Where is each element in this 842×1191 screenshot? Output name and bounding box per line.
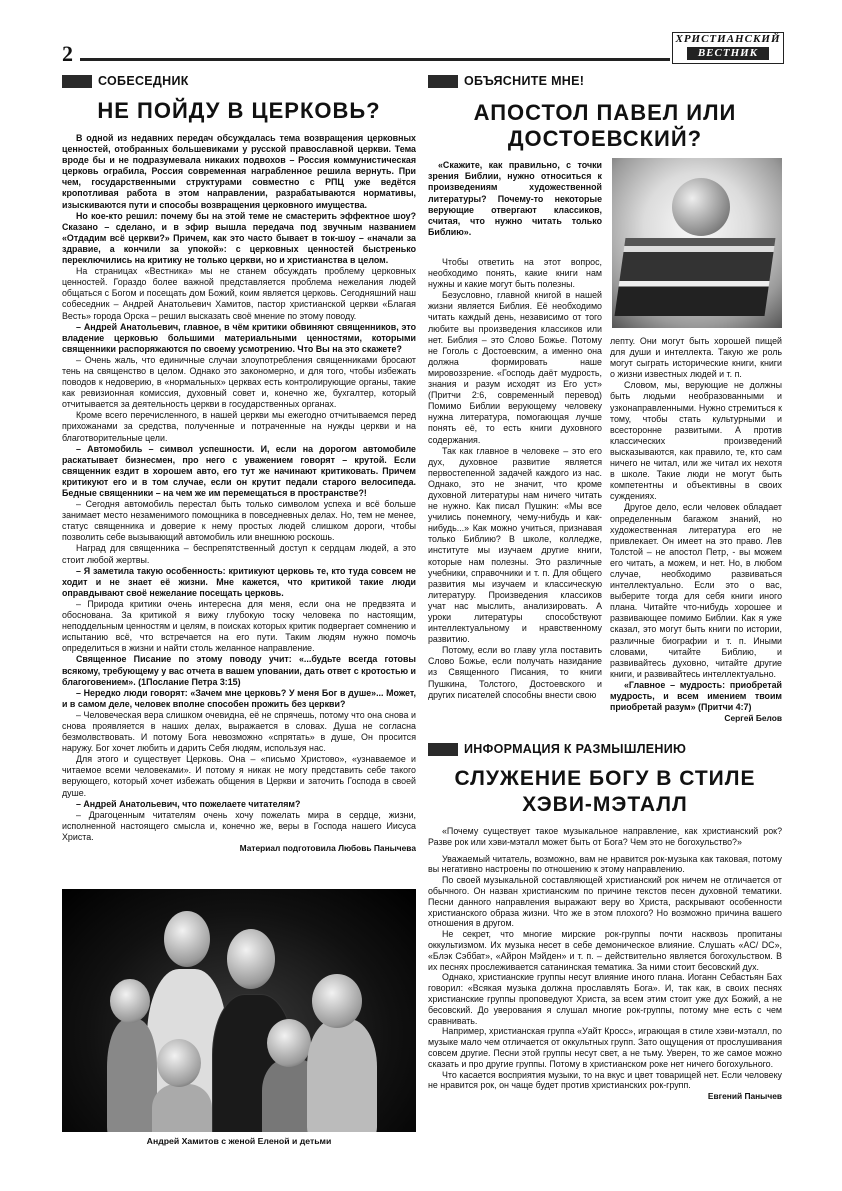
- page-number: 2: [62, 41, 73, 66]
- right-article-signature: Сергей Белов: [724, 713, 782, 724]
- paragraph: – Драгоценным читателям очень хочу пожелать мира в сердце, жизни, исполненной настоящего смысла и, конечно же, веры в Господа нашего Иисуса Христа.: [62, 809, 416, 842]
- right-article-title-line2: ДОСТОЕВСКИЙ?: [507, 126, 703, 151]
- paragraph: По своей музыкальной составляющей христианский рок ничем не отличается от обычного. Он назван христианским по причине текстов песен духовной тематики. Песни данного направления выражают веру во Христа, раскрывают особенности христианского образа жизни. Что же в этом плохого? Но возможно причина вашего отношения в другом.: [428, 875, 782, 929]
- left-article-body: [62, 133, 416, 881]
- paragraph: – Очень жаль, что единичные случаи злоупотребления священниками бросают тень на священство в целом. Однако это закономерно, и для того, чтобы избежать поводов к недоверию, в «нормальных» церквах есть контролирующие органы, такие как ревизионная комиссия, духовный совет и, конечно же, бухгалтер, который отчитывается за деятельность церкви в государственных органах.: [62, 354, 416, 410]
- scripture-quote: «Главное – мудрость: приобретай мудрость, и всем имением твоим приобретай разум» (Притчи 4:7): [610, 679, 782, 713]
- right-article-lead: [428, 160, 602, 252]
- left-article-title: НЕ ПОЙДУ В ЦЕРКОВЬ?: [97, 98, 381, 123]
- paragraph: – Природа критики очень интересна для меня, если она не предвзята и обоснована. За критикой я вижу глубокую тоску человека по настоящим, неподдельным ценностям и целям, в поисках которых критик подвергает сомнению и испытанию всё, что встречается на его пути. Таким людям нужно помочь определиться в жизни и найти столь желанное направление.: [62, 598, 416, 654]
- rubric-informatsiya: [428, 740, 782, 758]
- question: – Андрей Анатольевич, что пожелаете читателям?: [76, 798, 301, 809]
- rubric-label: ИНФОРМАЦИЯ К РАЗМЫШЛЕНИЮ: [464, 742, 687, 756]
- paragraph: Например, христианская группа «Уайт Кросс», играющая в стиле хэви-мэталл, по музыке мало чем отличается от оккультных групп. Зато ощущения от прослушивания совсем другие. Песни этой группы несут свет, а не тьму. Уверен, то же самое можно сказать и про другие группы. Потому в христианском роке нет ничего богохульного.: [428, 1026, 782, 1069]
- rubric-sobesednik: [62, 72, 416, 90]
- paragraph: – Человеческая вера слишком очевидна, её не спрячешь, потому что она снова и снова проявляется в наших делах, выражается в словах. Душа не согласна безмолвствовать. И потому Бога невозможно «спрятать» в душе, Он просится наружу. Бог хочет любить и дарить Себя людям, используя нас.: [62, 709, 416, 754]
- newspaper-logo: [672, 32, 784, 64]
- paragraph: лепту. Они могут быть хорошей пищей для души и интеллекта. Такую же роль могут сыграть исторические книги, книги о жизни известных людей и т. п.: [610, 336, 782, 380]
- scripture-quote: Священное Писание по этому поводу учит: «...будьте всегда готовы всякому, требующему у вас отчета в вашем уповании, дать ответ с кротостью и благоговением». (1Послание Петра 3:15): [62, 654, 416, 687]
- right-article-col2: [610, 336, 782, 734]
- paragraph: В одной из недавних передач обсуждалась тема возвращения церковных ценностей, отобранных большевиками у русской православной церкви. Тема вроде бы и не подразумевала никаких подвохов – Россия коммунистическая церковь ограбила, Россия современная награбленное решила вернуть. При чем, государственными структурами совместно с РПЦ уже ведётся кропотливая работа в этом направлении, разрабатываются нормативы, изыскиваются пути и способы возвращения церковного имущества.: [62, 133, 416, 210]
- question: – Андрей Анатольевич, главное, в чём критики обвиняют священников, это владение церковью большими материальными ценностями, которыми священники распоряжаются по своему усмотрению. Что Вы на это скажете?: [62, 321, 416, 354]
- left-article-signature: Материал подготовила Любовь Панычева: [239, 843, 416, 853]
- lead-question: «Почему существует такое музыкальное направление, как христианский рок? Разве рок или хэви-мэталл может быть от Бога? Чем это не богохульство?»: [428, 826, 782, 847]
- question: – Я заметила такую особенность: критикуют церковь те, кто туда совсем не ходит и не знает её жизни. Мне кажется, что критикой такие люди оправдывают своё нежелание посещать церковь.: [62, 565, 416, 598]
- question: – Автомобиль – символ успешности. И, если на дорогом автомобиле раскатывает бизнесмен, про него с уважением говорят – крутой. Если священник ездит в хорошем авто, его тут же начинают критиковать. Причем критикуют его и в том случае, если он крутит педали старого велосипеда. Бедные священники – на чем же им перемещаться в пространстве?!: [62, 443, 416, 498]
- paragraph: Словом, мы, верующие не должны быть людьми необразованными и узконаправленными. Нужно стремиться к тому, чтобы стать культурными и всесторонне развитыми. А против классических произведений высказываются, как правило, те, кто сам ничего не читал, или же читал их нехотя в школе. Такие люди не могут быть компетентны и объективны в своих суждениях.: [610, 380, 782, 502]
- logo-line-2: ВЕСТНИК: [687, 47, 769, 60]
- right-article-title-line1: АПОСТОЛ ПАВЕЛ ИЛИ: [473, 100, 737, 125]
- paragraph: Не секрет, что многие мирские рок-группы почти насквозь пропитаны оккультизмом. Их музыка несет в себе демоническое влияние. Слушать «AC/ DC», «Блэк Сэббат», «Айрон Мэйден» и т. п. – действительно является богохульством. В их песнях прослеживается сатанинская тематика. За ними стоит бесовский дух.: [428, 929, 782, 972]
- right-article-col1: [428, 257, 602, 727]
- paragraph: Кроме всего перечисленного, в нашей церкви мы ежегодно отчитываемся перед прихожанами за средства, полученные и потраченные на нужды церкви и на благотворительные цели.: [62, 410, 416, 443]
- paragraph: Так как главное в человеке – это его дух, духовное развитие является первостепенной задачей каждого из нас. Однако, это не значит, что кроме духовной литературы нам ничего читать не нужно. Как писал Пушкин: «Мы все учились понемногу, чему-нибудь и как-нибудь...» Как можно учиться, признавая только Библию? В школе, колледже, институте мы изучаем другие книги, которые нам полезны. Это различные учебники, справочники и т. п. Для общего развития мы изучаем и классическую литературу. Произведения классиков учат нас мыслить, анализировать. А уроки литературы способствуют интеллектуальному и нравственному развитию.: [428, 445, 602, 645]
- family-photo: [62, 889, 416, 1132]
- rubric-obyasnite: [428, 72, 782, 90]
- paragraph: На страницах «Вестника» мы не станем обсуждать проблему церковных ценностей. Гораздо более важной представляется проблема нежелания людей общаться с Богом и посещать дом Божий, коим является церковь. Сегодняшний наш собеседник – Андрей Анатольевич Хамитов, пастор христианской церкви «Благая Весть» города Орска – решил высказать своё мнение по этому поводу.: [62, 266, 416, 321]
- bottom-article-title-line2: ХЭВИ-МЭТАЛЛ: [522, 793, 688, 816]
- family-photo-caption: Андрей Хамитов с женой Еленой и детьми: [146, 1136, 332, 1146]
- paragraph: Наград для священника – беспрепятственный доступ к сердцам людей, а это стоит любой жертвы.: [62, 543, 416, 565]
- books-shape: [615, 238, 776, 316]
- paragraph: Чтобы ответить на этот вопрос, необходимо понять, какие книги нам нужны и какие могут быть полезны.: [428, 257, 602, 290]
- header-rule: [80, 58, 670, 61]
- paragraph: Уважаемый читатель, возможно, вам не нравится рок-музыка как таковая, потому вы негативно настроены по отношению к этому направлению.: [428, 853, 782, 875]
- paragraph: Однако, христианские группы несут влияние иного плана. Иоганн Себастьян Бах говорил: «Всякая музыка должна прославлять Бога». И, так как, в своих песнях христианские группы проповедуют Христа, за всем этим стоит уже дух Божий, а не бесовский. До уверования я слушал многие рок-группы, потому мне есть с чем сравнивать.: [428, 972, 782, 1026]
- bottom-article-body: [428, 826, 782, 1152]
- rubric-bar: [62, 75, 92, 88]
- paragraph: Безусловно, главной книгой в нашей жизни является Библия. Её необходимо читать каждый день, независимо от того любите вы произведения классиков или нет. Библия – это Слово Божье. Потому не Гоголь с Достоевским, а именно она должна формировать наше мировоззрение. «Господь даёт мудрость, знания и разум исходят из Его уст» (Притчи 2:6, современный перевод) Помимо Библии верующему человеку нужна литература, помогающая лучше понять её, то есть книги духовного содержания.: [428, 290, 602, 445]
- paragraph: Потому, если во главу угла поставить Слово Божье, если получать назидание из Священного Писания, то книги Пушкина, Толстого, Достоевского и других писателей способны внести свою: [428, 645, 602, 700]
- paragraph: Но кое-кто решил: почему бы на этой теме не смастерить эффектное шоу? Сказано – сделано, и в эфир вышла передача под звучным названием «Отдадим всё церкви?» Причем, как это часто бывает в ток-шоу – «начали за здравие, а кончили за упокой»: с церковных ценностей быстренько переключились на критику не только церкви, но и христианства в целом.: [62, 210, 416, 266]
- rubric-bar: [428, 743, 458, 756]
- logo-line-1: ХРИСТИАНСКИЙ: [675, 33, 781, 45]
- rubric-label: ОБЪЯСНИТЕ МНЕ!: [464, 74, 585, 88]
- rubric-bar: [428, 75, 458, 88]
- lead-question: «Скажите, как правильно, с точки зрения Библии, нужно относиться к произведениям художественной литературы? Почему-то некоторые верующие отвергают классиков, считая, что нужно читать только Библию».: [428, 160, 602, 238]
- paragraph: Что касается восприятия музыки, то на вкус и цвет товарищей нет. Если человеку не нравится рок, он чаще будет против христианских рок-групп.: [428, 1069, 782, 1091]
- paragraph: Другое дело, если человек обладает определенным багажом знаний, но художественная литература его не привлекает. Он имеет на это право. Лев Толстой – не апостол Петр, - вы можем его читать, а можем, и нет. Но, в любом случае, необходимо развиваться интеллектуально. Если это о вас, выберите тогда для себя книги иного плана. Читайте что-нибудь хорошее и развивающее помимо Библии. Как я уже сказал, это могут быть книги по истории, различные биографии и т. п. Иными словами, читайте Библию, и развивайтесь духовно, читайте другие книги, и развивайтесь интеллектуально.: [610, 502, 782, 679]
- bottom-article-title-line1: СЛУЖЕНИЕ БОГУ В СТИЛЕ: [454, 767, 756, 790]
- apple-books-photo: [612, 158, 782, 328]
- bottom-article-signature: Евгений Панычев: [707, 1091, 782, 1102]
- rubric-label: СОБЕСЕДНИК: [98, 74, 189, 88]
- apple-shape: [672, 178, 730, 236]
- paragraph: Для этого и существует Церковь. Она – «письмо Христово», «узнаваемое и читаемое всеми человеками». И потому я никак не могу представить себе такого верующего, который хочет избежать общения в Церкви и заточить Господа в своей душе.: [62, 754, 416, 798]
- question: – Нередко люди говорят: «Зачем мне церковь? У меня Бог в душе»... Может, и в самом деле, человек вполне способен прожить без церкви?: [62, 687, 416, 709]
- paragraph: – Сегодня автомобиль перестал быть только символом успеха и всё больше занимает место незаменимого помощника в повседневных делах. Но, тем не менее, статус священника и доверие к нему простых людей слишком дороги, чтобы позволить себе вызывающий автомобиль или внешнюю роскошь.: [62, 499, 416, 543]
